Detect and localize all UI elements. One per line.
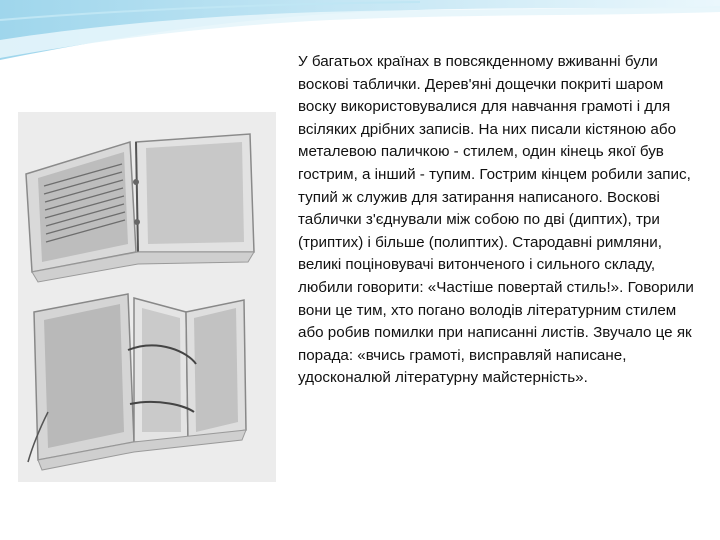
triptych-bottom xyxy=(28,294,246,470)
body-text: У багатьох країнах в повсякденному вживанні були воскові таблички. Дерев'яні дощечки покриті шаром воску використовувалися для навчання грамоті і для всіляких дрібних записів. На них писали кістяною або металевою паличкою - стилем, один кінець якої був гострим, а інший - тупим. Гострим кінцем робили запис, тупий ж служив для затирання написаного. Воскові таблички з'єднували між собою по дві (диптих), три (триптих) і більше (полиптих). Стародавні римляни, великі поціновувачі витонченого і сильного складу, любили говорити: «Частіше повертай стиль!». Говорили вони це тим, хто погано володів літературним стилем або робив помилки при написанні листів. Звучало це як порада: «вчись грамоті, висправляй написане, удосконалюй літературну майстерність». xyxy=(298,53,694,387)
wax-tablets-photo xyxy=(18,112,276,482)
wax-tablets-illustration xyxy=(18,112,276,482)
